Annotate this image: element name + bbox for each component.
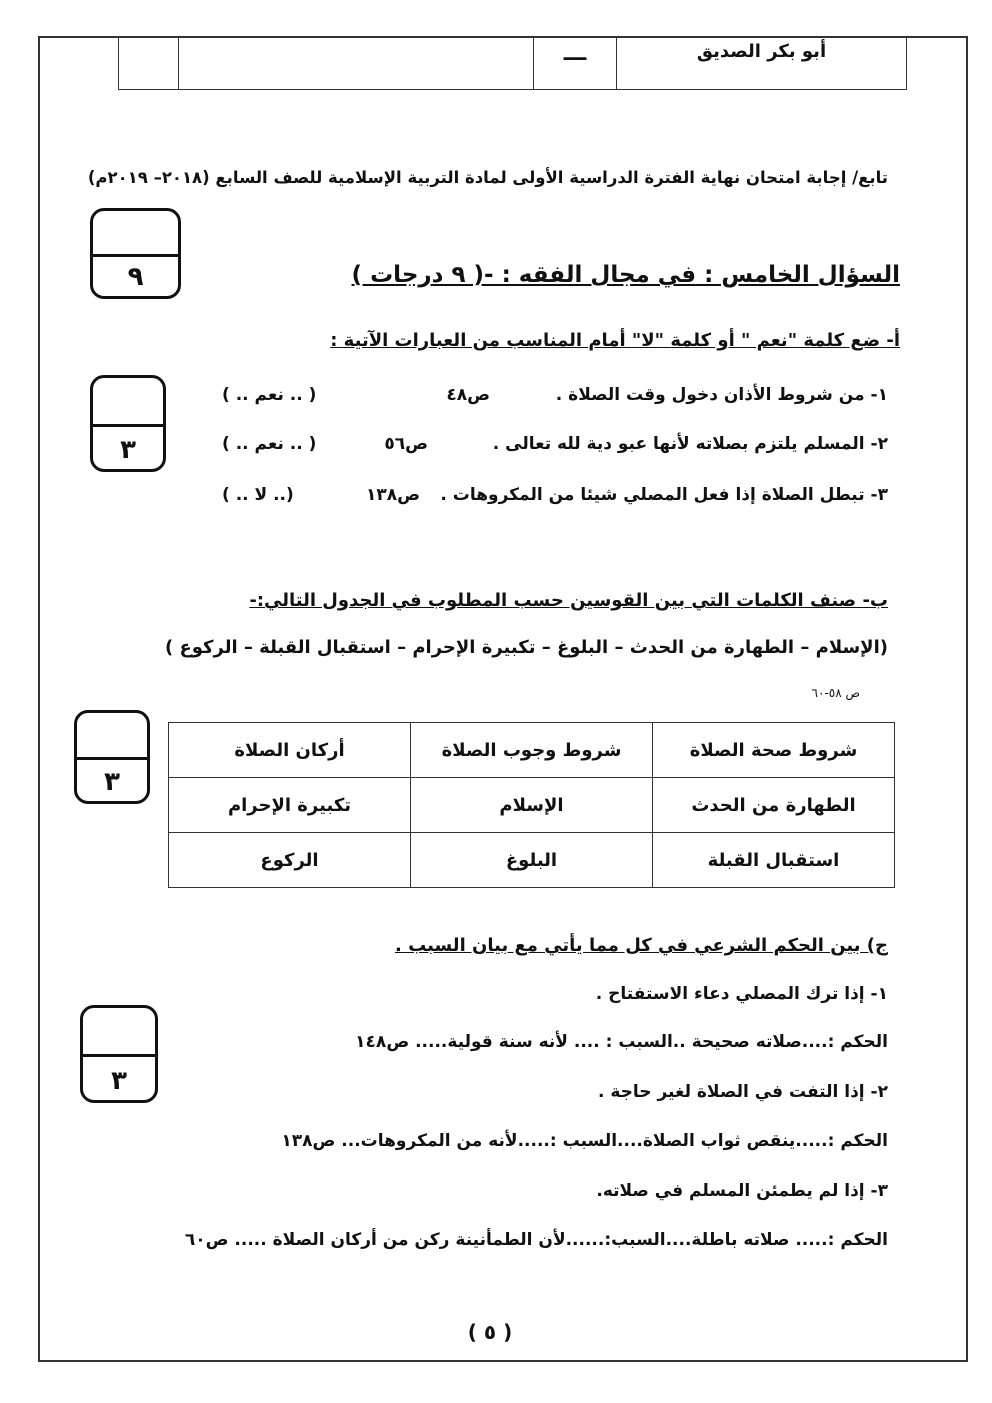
table-header-row [169,723,895,778]
part-a-ref-1: ص٤٨ [446,385,490,405]
part-a-ref-2: ص٥٦ [384,434,428,454]
table-cell [119,37,179,90]
table-header: أركان الصلاة [169,723,411,778]
table-cell: استقبال القبلة [653,833,895,888]
table-cell: تكبيرة الإحرام [169,778,411,833]
part-b-heading: ب- صنف الكلمات التي بين القوسين حسب المطلوب في الجدول التالي:- [249,590,888,611]
table-header: شروط وجوب الصلاة [411,723,653,778]
table-cell [179,37,534,90]
part-c-score-box [80,1005,158,1103]
table-cell: الطهارة من الحدث [653,778,895,833]
part-a-score-box [90,375,166,472]
q5-score-box [90,208,181,299]
part-a-answer-3: (.. لا .. ) [222,485,294,505]
q5-title: السؤال الخامس : في مجال الفقه : -( ٩ درجات ) [351,262,900,288]
table-cell: الإسلام [411,778,653,833]
table-row [169,778,895,833]
score-divider [77,757,147,760]
part-a-answer-2: ( .. نعم .. ) [222,434,317,454]
table-cell: الركوع [169,833,411,888]
part-a-score: ٣ [120,435,136,465]
part-b-score-box [74,710,150,804]
part-c-question-3: ٣- إذا لم يطمئن المسلم في صلاته. [596,1181,888,1201]
q5-score: ٩ [127,262,144,292]
score-divider [93,254,178,257]
page-number: ( ٥ ) [467,1320,513,1344]
part-c-answer-1: الحكم :....صلاته صحيحة ..السبب : .... لأنه سنة قولية..... ص١٤٨ [355,1032,888,1052]
part-a-answer-1: ( .. نعم .. ) [222,385,317,405]
part-c-heading [394,935,888,956]
score-divider [93,424,163,427]
part-a-heading: أ- ضع كلمة "نعم " أو كلمة "لا" أمام المناسب من العبارات الآتية : [330,330,900,351]
part-b-words: (الإسلام – الطهارة من الحدث – البلوغ – تكبيرة الإحرام – استقبال القبلة – الركوع ) [164,637,888,658]
score-divider [83,1054,155,1057]
part-c-heading-text: ج) بين الحكم الشرعي في كل مما يأتي مع بيان السبب . [394,935,888,956]
part-b-ref: ص ٥٨-٦٠ [811,686,860,700]
classification-table [168,722,895,888]
exam-header: تابع/ إجابة امتحان نهاية الفترة الدراسية الأولى لمادة التربية الإسلامية للصف السابع (٢٠١٨– ٢٠١٩م) [87,168,888,187]
table-cell: البلوغ [411,833,653,888]
part-a-ref-3: ص١٣٨ [365,485,420,505]
part-a-item-1: ١- من شروط الأذان دخول وقت الصلاة . [555,385,888,405]
previous-answer-table [118,36,907,90]
table-row [119,37,907,90]
table-row [169,833,895,888]
part-c-question-1: ١- إذا ترك المصلي دعاء الاستفتاح . [595,984,888,1004]
part-b-score: ٣ [104,767,120,797]
dash-cell: ـــ [534,37,617,90]
name-cell: أبو بكر الصديق [617,37,907,90]
part-c-score: ٣ [111,1066,127,1096]
part-a-item-3: ٣- تبطل الصلاة إذا فعل المصلي شيئا من المكروهات . [440,485,888,505]
part-c-answer-2: الحكم :.....ينقص ثواب الصلاة....السبب :.....لأنه من المكروهات... ص١٣٨ [281,1131,888,1151]
part-c-question-2: ٢- إذا التفت في الصلاة لغير حاجة . [597,1082,888,1102]
table-header: شروط صحة الصلاة [653,723,895,778]
part-a-item-2: ٢- المسلم يلتزم بصلاته لأنها عبو دية لله تعالى . [492,434,888,454]
part-c-answer-3: الحكم :..... صلاته باطلة....السبب:......لأن الطمأنينة ركن من أركان الصلاة ..... ص٦٠ [184,1230,888,1250]
